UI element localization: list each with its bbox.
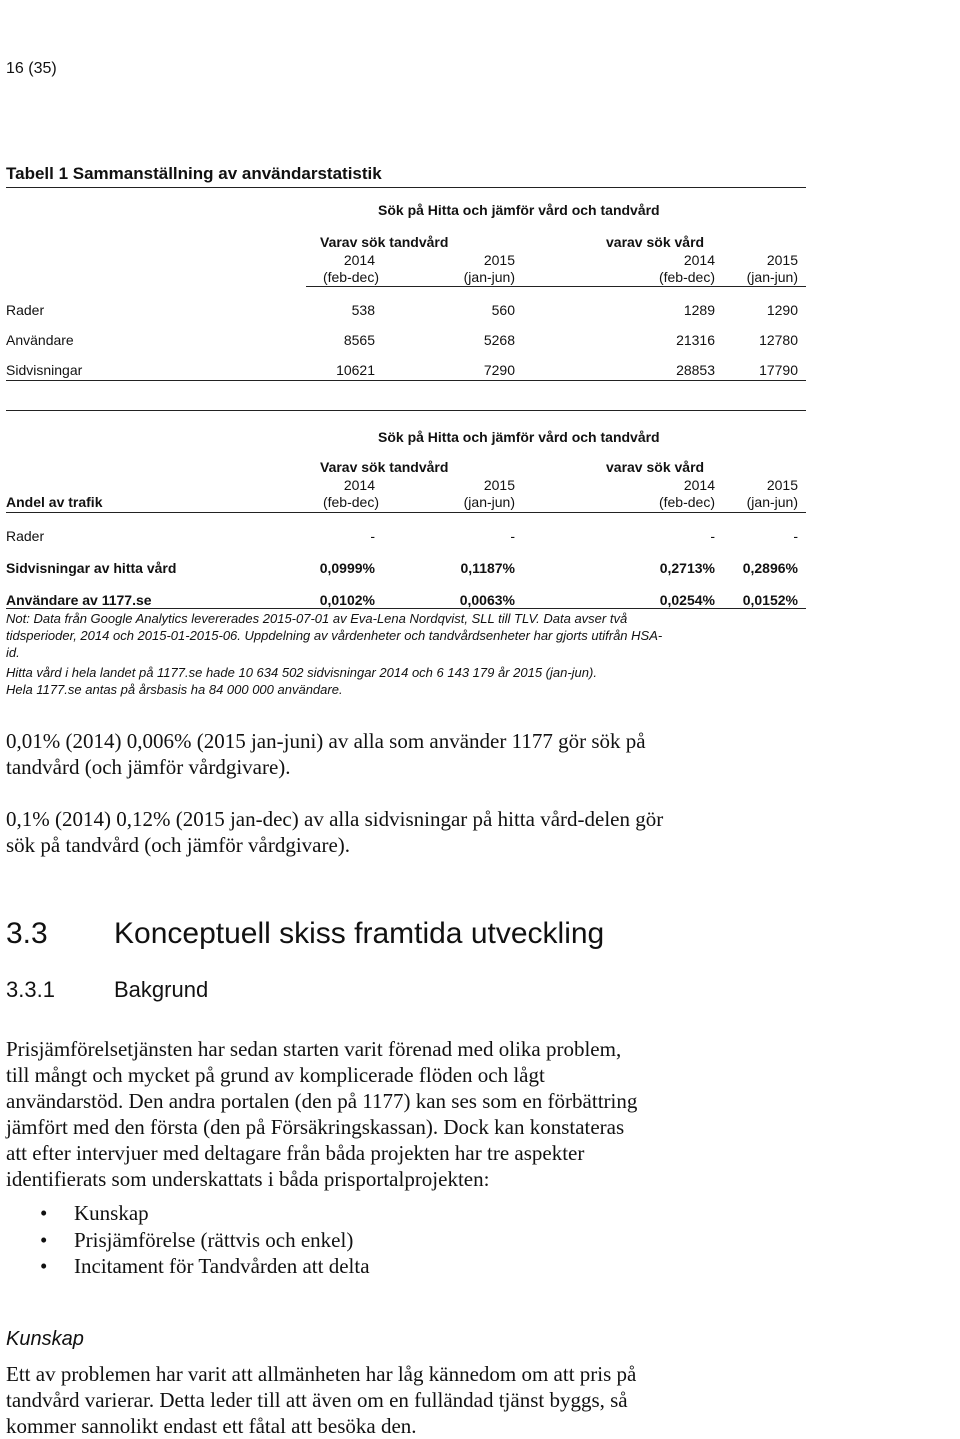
table-note-line: tidsperioder, 2014 och 2015-01-2015-06. Uppdelning av vårdenheter och tandvårdsenheter har gjorts utifrån HSA- [6,628,663,643]
table1-cell: 17790 [759,362,798,378]
table2-year-3: 2014 [683,477,715,493]
table2-period-1: (feb-dec) [322,494,379,510]
table2-col-group-a: Varav sök tandvård [320,459,449,475]
table1-year-2: 2015 [483,252,515,268]
paragraph-line: tandvård varierar. Detta leder till att även om en fulländad tjänst byggs, så [6,1388,628,1412]
table2-col-group-b: varav sök vård [606,459,705,475]
table2-row-label: Användare av 1177.se [6,592,152,608]
paragraph-line: jämfört med den första (den på Försäkringskassan). Dock kan konstateras [6,1115,625,1139]
table-note-line: Not: Data från Google Analytics levererades 2015-07-01 av Eva-Lena Nordqvist, SLL till TLV. Data avser två [6,611,628,626]
bullet-icon: • [40,1201,48,1225]
table1-bottom-rule [6,380,806,381]
page-number: 16 (35) [6,60,57,77]
summary-paragraph [6,806,826,858]
table2-cell: 0,0152% [742,592,798,608]
table2-period-3: (feb-dec) [658,494,715,510]
table2-cell: 0,0102% [319,592,375,608]
list-item-text: Kunskap [74,1201,149,1225]
kunskap-heading: Kunskap [6,1328,84,1350]
table1-period-4: (jan-jun) [746,269,798,285]
table-title: Tabell 1 Sammanställning av användarstatistik [6,164,382,183]
paragraph-line: Prisjämförelsetjänsten har sedan starten varit förenad med olika problem, [6,1037,622,1061]
table1-group-header: Sök på Hitta och jämför vård och tandvård [378,202,660,218]
table-note-line: Hitta vård i hela landet på 1177.se hade 10 634 502 sidvisningar 2014 och 6 143 179 år 2015 (jan-jun). [6,665,597,680]
table2-cell: 0,0063% [459,592,515,608]
table2-cell: 0,2896% [742,560,798,576]
table2-cell: - [370,528,375,544]
table1-cell: 10621 [336,362,375,378]
table1-header-rule [306,286,806,287]
table2-cell: - [793,528,798,544]
table2-row-header: Andel av trafik [6,494,103,510]
list-item [6,1227,826,1254]
paragraph-line: identifierats som underskattats i båda prisportalprojekten: [6,1167,490,1191]
table2-year-2: 2015 [483,477,515,493]
bullet-list [6,1200,826,1280]
paragraph-line: att efter intervjuer med deltagare från båda projekten har tre aspekter [6,1141,585,1165]
section-title: Konceptuell skiss framtida utveckling [114,917,605,950]
paragraph-line: kommer sannolikt endast ett fåtal att besöka den. [6,1414,417,1438]
subsection-title: Bakgrund [114,977,209,1002]
table2-top-rule [6,410,806,411]
table2-header-rule [6,512,806,513]
table1-row-label: Rader [6,302,45,318]
table-note-line: Hela 1177.se antas på årsbasis ha 84 000 000 användare. [6,682,343,697]
table1-cell: 560 [491,302,515,318]
table1-cell: 1289 [683,302,715,318]
paragraph-line: användarstöd. Den andra portalen (den på 1177) kan ses som en förbättring [6,1089,638,1113]
table1-row-label: Sidvisningar [6,362,83,378]
table1-cell: 21316 [676,332,715,348]
table2-cell: - [710,528,715,544]
summary-line: 0,01% (2014) 0,006% (2015 jan-juni) av alla som använder 1177 gör sök på [6,729,646,753]
list-item [6,1253,826,1280]
table1-cell: 28853 [676,362,715,378]
table1-period-3: (feb-dec) [658,269,715,285]
table1-cell: 1290 [766,302,798,318]
table2-period-4: (jan-jun) [746,494,798,510]
table1-row-label: Användare [6,332,74,348]
table1-period-1: (feb-dec) [322,269,379,285]
list-item [6,1200,826,1227]
summary-line: sök på tandvård (och jämför vårdgivare). [6,833,351,857]
table2-cell: - [510,528,515,544]
table2-year-4: 2015 [766,477,798,493]
paragraph-line: till mångt och mycket på grund av komplicerade flöden och lågt [6,1063,545,1087]
kunskap-paragraph [6,1361,826,1439]
summary-paragraph [6,728,826,780]
table1-cell: 5268 [483,332,515,348]
table2-group-header: Sök på Hitta och jämför vård och tandvård [378,429,660,445]
table1-year-4: 2015 [766,252,798,268]
table1-cell: 538 [351,302,375,318]
bullet-icon: • [40,1254,48,1278]
table2-cell: 0,0254% [659,592,715,608]
table1-cell: 8565 [343,332,375,348]
background-paragraph [6,1036,826,1192]
table1-col-group-a: Varav sök tandvård [320,234,449,250]
table2-cell: 0,0999% [319,560,375,576]
summary-line: tandvård (och jämför vårdgivare). [6,755,291,779]
table1-col-group-b: varav sök vård [606,234,705,250]
table2-cell: 0,1187% [460,560,515,576]
table2-year-1: 2014 [343,477,375,493]
section-number: 3.3 [6,917,48,950]
table2-period-2: (jan-jun) [463,494,515,510]
bullet-icon: • [40,1227,48,1252]
table1-period-2: (jan-jun) [463,269,515,285]
table2-bottom-rule [6,608,806,609]
table1-year-1: 2014 [343,252,375,268]
table2-row-label: Rader [6,528,45,544]
table1-cell: 7290 [483,362,515,378]
list-item-text: Incitament för Tandvården att delta [74,1254,370,1278]
table1-cell: 12780 [759,332,798,348]
summary-line: 0,1% (2014) 0,12% (2015 jan-dec) av alla sidvisningar på hitta vård-delen gör [6,807,664,831]
table2-cell: 0,2713% [659,560,715,576]
paragraph-line: Ett av problemen har varit att allmänheten har låg kännedom om att pris på [6,1362,637,1386]
table1-year-3: 2014 [683,252,715,268]
table-title-rule [6,187,806,188]
table2-row-label: Sidvisningar av hitta vård [6,560,177,576]
subsection-number: 3.3.1 [6,977,55,1002]
table-note-line: id. [6,645,20,660]
list-item-text: Prisjämförelse (rättvis och enkel) [74,1227,354,1252]
